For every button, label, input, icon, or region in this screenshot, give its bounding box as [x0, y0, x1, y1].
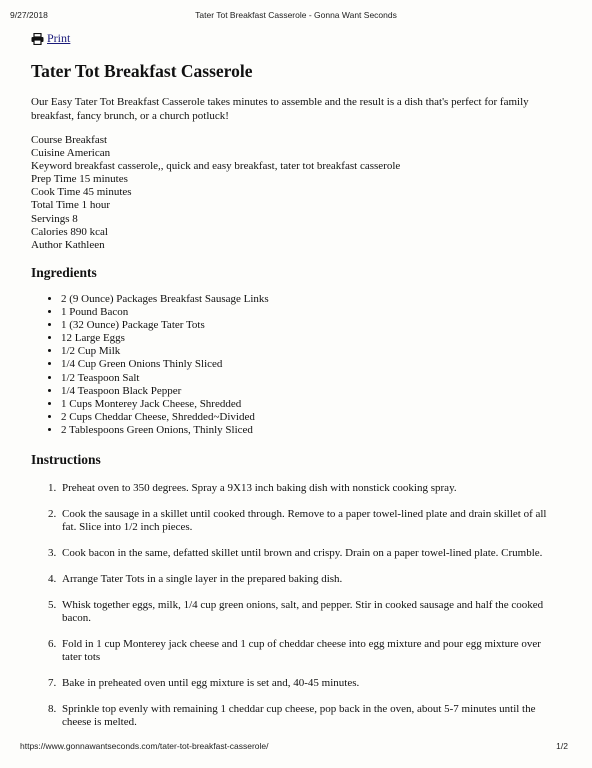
print-header — [10, 10, 582, 24]
meta-author: Author Kathleen — [31, 238, 105, 251]
step-number: 2. — [48, 508, 57, 520]
instruction-step — [48, 573, 548, 586]
step-number: 5. — [48, 599, 57, 611]
ingredients-heading: Ingredients — [31, 265, 97, 280]
recipe-title: Tater Tot Breakfast Casserole — [31, 61, 253, 81]
ingredient-item: • 1 Pound Bacon — [61, 306, 269, 319]
ingredient-item: • 1 Cups Monterey Jack Cheese, Shredded — [61, 398, 269, 411]
step-number: 8. — [48, 703, 57, 715]
ingredient-item: • 2 Tablespoons Green Onions, Thinly Sliced — [61, 424, 269, 437]
step-text: Bake in preheated oven until egg mixture is set and, 40-45 minutes. — [62, 677, 360, 689]
print-label[interactable]: Print — [47, 31, 71, 45]
instruction-step — [48, 482, 548, 495]
meta-calories: Calories 890 kcal — [31, 225, 108, 238]
ingredient-item: • 1 (32 Ounce) Package Tater Tots — [61, 319, 269, 332]
step-text: Preheat oven to 350 degrees. Spray a 9X13 inch baking dish with nonstick cooking spray. — [62, 482, 457, 494]
ingredient-item: • 1/2 Cup Milk — [61, 345, 269, 358]
instruction-step — [48, 547, 548, 560]
step-number: 1. — [48, 482, 57, 494]
meta-course: Course Breakfast — [31, 134, 108, 146]
instruction-step — [48, 638, 548, 664]
ingredients-list — [48, 293, 269, 437]
step-text: Whisk together eggs, milk, 1/4 cup green onions, salt, and pepper. Stir in cooked sausage and half the cooked bacon. — [62, 599, 544, 624]
instruction-step — [48, 703, 548, 729]
instruction-step — [48, 599, 548, 625]
step-number: 4. — [48, 573, 57, 585]
step-text: Cook the sausage in a skillet until cooked through. Remove to a paper towel-lined plate and drain skillet of all fat. Slice into 1/2 inch pieces. — [62, 508, 547, 533]
ingredient-item: • 1/4 Cup Green Onions Thinly Sliced — [61, 358, 269, 371]
ingredient-item: • 1/4 Teaspoon Black Pepper — [61, 385, 269, 398]
page-url: https://www.gonnawantseconds.com/tater-tot-breakfast-casserole/ — [20, 741, 269, 751]
meta-prep-time: Prep Time 15 minutes — [31, 173, 128, 186]
step-number: 3. — [48, 547, 57, 559]
meta-keyword: Keyword breakfast casserole,, quick and easy breakfast, tater tot breakfast casserole — [31, 160, 401, 173]
meta-cuisine: Cuisine American — [31, 147, 111, 160]
recipe-intro: Our Easy Tater Tot Breakfast Casserole takes minutes to assemble and the result is a dish that's perfect for family breakfast, fancy brunch, or a church potluck! — [31, 96, 529, 122]
document-title: Tater Tot Breakfast Casserole - Gonna Want Seconds — [195, 10, 397, 20]
instruction-step — [48, 508, 548, 534]
step-text: Sprinkle top evenly with remaining 1 cheddar cup cheese, pop back in the oven, about 5-7 minutes until the cheese is melted. — [62, 703, 536, 728]
step-text: Fold in 1 cup Monterey jack cheese and 1 cup of cheddar cheese into egg mixture and pour egg mixture over tater tots — [62, 638, 541, 663]
meta-servings: Servings 8 — [31, 212, 78, 225]
instructions-list — [48, 482, 548, 742]
ingredient-item: • 2 Cups Cheddar Cheese, Shredded~Divided — [61, 411, 269, 424]
step-number: 7. — [48, 677, 57, 689]
step-number: 6. — [48, 638, 57, 650]
instructions-heading: Instructions — [31, 452, 101, 467]
ingredient-item: • 2 (9 Ounce) Packages Breakfast Sausage Links — [61, 293, 269, 306]
step-text: Cook bacon in the same, defatted skillet until brown and crispy. Drain on a paper towel-lined plate. Crumble. — [62, 547, 543, 559]
page-number: 1/2 — [556, 741, 568, 751]
recipe-meta — [31, 134, 400, 252]
printer-icon — [31, 33, 44, 45]
ingredient-item: • 1/2 Teaspoon Salt — [61, 372, 269, 385]
print-date: 9/27/2018 — [10, 10, 48, 20]
print-link[interactable] — [31, 31, 70, 46]
instruction-step — [48, 677, 548, 690]
ingredient-item: • 12 Large Eggs — [61, 332, 269, 345]
meta-total-time: Total Time 1 hour — [31, 199, 110, 212]
meta-cook-time: Cook Time 45 minutes — [31, 186, 132, 199]
step-text: Arrange Tater Tots in a single layer in the prepared baking dish. — [62, 573, 343, 585]
